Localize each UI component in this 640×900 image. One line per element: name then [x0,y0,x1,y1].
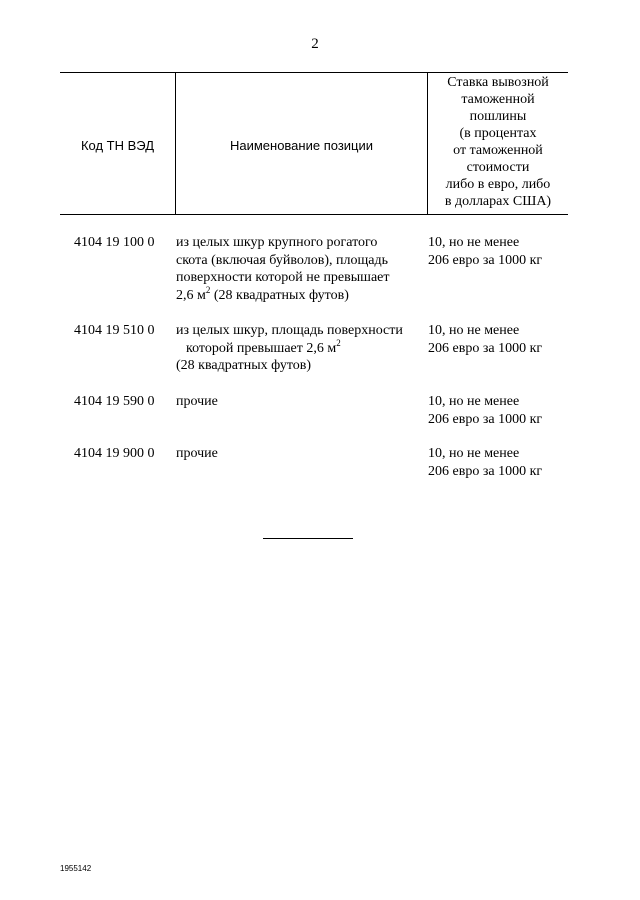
row-rate [428,234,568,269]
row-name-line: прочие [176,394,218,409]
row-rate [428,322,568,357]
header-rate-line: стоимости [466,160,530,175]
row-code: 4104 19 900 0 [74,446,155,461]
area-value: 2,6 м [176,287,206,303]
page-number: 2 [311,36,319,52]
row-name [176,393,426,411]
area-power: 2 [336,337,341,348]
row-rate-line: 10, но не менее [428,235,520,250]
header-code: Код ТН ВЭД [80,138,155,153]
row-name [176,322,426,375]
document-code: 1955142 [60,864,92,873]
row-rate-line: 10, но не менее [428,323,520,338]
row-name-line: (28 квадратных футов) [176,358,312,373]
row-rate [428,393,568,428]
row-rate-line: 10, но не менее [428,394,520,409]
table-header-top-rule [60,72,568,73]
row-name [176,445,426,463]
header-rate-line: таможенной [461,92,535,107]
area-value: 2,6 м [306,340,337,356]
row-name-line [176,337,426,358]
table-header-bottom-rule [60,214,568,215]
area-prefix: которой превышает [186,340,307,356]
header-rate-line: (в процентах [459,126,537,141]
area-power: 2 [205,284,211,295]
header-rate-line: пошлины [469,109,527,124]
row-name-line: из целых шкур, площадь поверхности [176,323,403,338]
header-rate-line: либо в евро, либо [445,177,551,192]
end-of-document-rule [263,538,353,539]
header-rate-line: от таможенной [453,143,543,158]
header-name: Наименование позиции [229,138,374,153]
row-rate-line: 206 евро за 1000 кг [428,252,543,268]
row-rate [428,445,568,480]
row-rate-line: 10, но не менее [428,446,520,461]
row-rate-line: 206 евро за 1000 кг [428,463,543,479]
area-rest: (28 квадратных футов) [210,287,349,303]
row-name-line: скота (включая буйволов), площадь [176,252,388,268]
row-name-line [176,284,426,305]
row-code: 4104 19 510 0 [74,323,155,338]
row-rate-line: 206 евро за 1000 кг [428,411,543,427]
header-rate-line: в долларах США) [444,194,552,209]
row-name-line: поверхности которой не превышает [176,270,390,285]
header-rate [428,74,568,210]
header-rate-line: Ставка вывозной [447,75,549,90]
row-name-line: из целых шкур крупного рогатого [176,235,378,250]
row-name-line: прочие [176,446,218,461]
row-name [176,234,426,304]
row-code: 4104 19 590 0 [74,394,155,409]
row-rate-line: 206 евро за 1000 кг [428,340,543,356]
row-code: 4104 19 100 0 [74,235,155,250]
